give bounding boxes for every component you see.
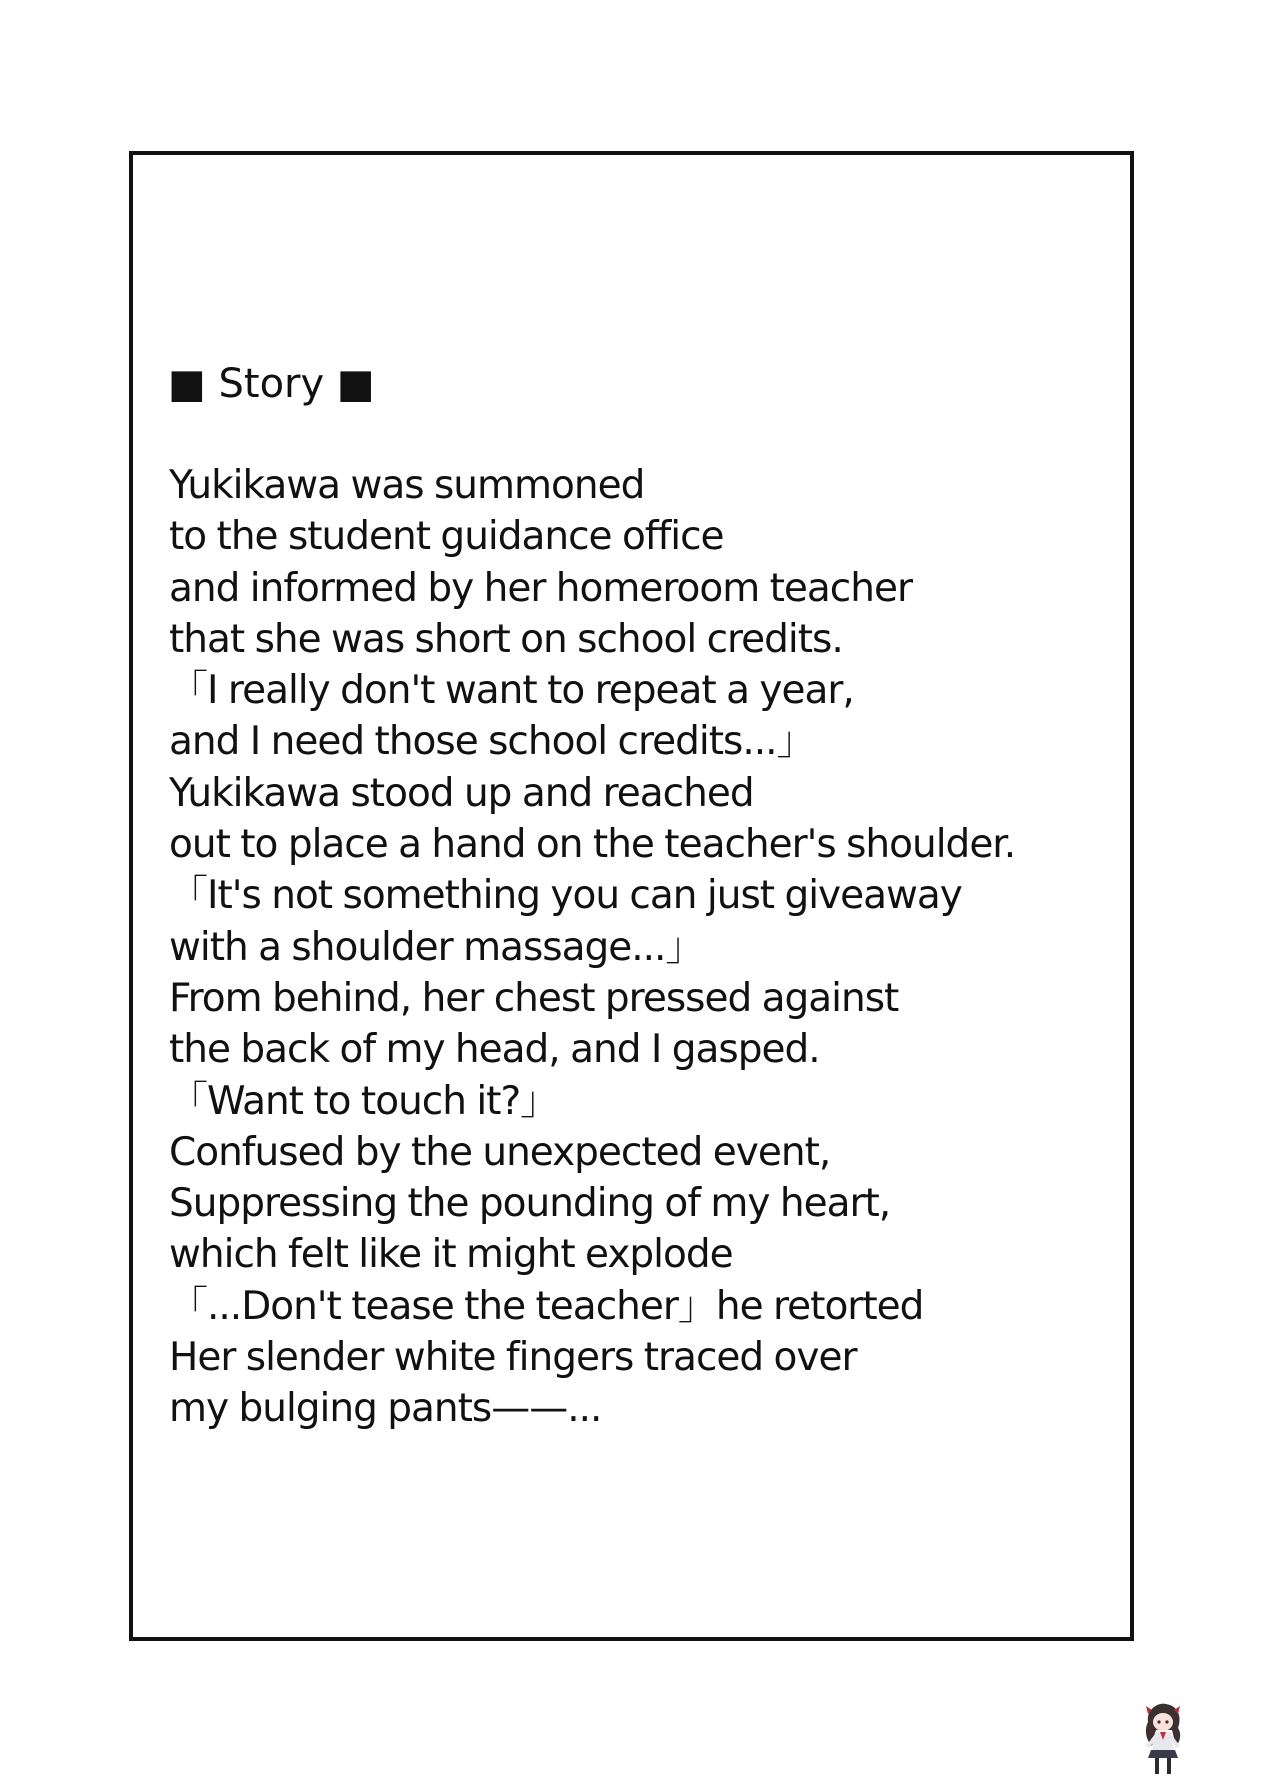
story-line: From behind, her chest pressed against [169, 975, 899, 1021]
story-line: Suppressing the pounding of my heart, [169, 1181, 891, 1227]
story-line: with a shoulder massage...」 [169, 924, 704, 970]
story-line: 「...Don't tease the teacher」he retorted [169, 1283, 924, 1329]
story-line: and informed by her homeroom teacher [169, 565, 912, 611]
story-line: and I need those school credits...」 [169, 719, 815, 765]
story-line: which felt like it might explode [169, 1232, 733, 1278]
story-heading: ■ Story ■ [168, 361, 375, 407]
story-line: 「I really don't want to repeat a year, [169, 668, 854, 714]
story-line: to the student guidance office [169, 514, 724, 560]
story-line: 「Want to touch it?」 [169, 1078, 559, 1124]
story-line: that she was short on school credits. [169, 616, 843, 662]
story-line: the back of my head, and I gasped. [169, 1027, 820, 1073]
story-line: Yukikawa stood up and reached [169, 770, 754, 816]
story-text [169, 460, 1109, 1435]
chibi-character-icon [1138, 1700, 1188, 1780]
story-line: Her slender white fingers traced over [169, 1335, 857, 1381]
story-line: out to place a hand on the teacher's shoulder. [169, 822, 1016, 868]
story-line: Yukikawa was summoned [169, 463, 645, 508]
story-line: my bulging pants——... [169, 1386, 602, 1432]
story-line: Confused by the unexpected event, [169, 1129, 831, 1175]
story-line: 「It's not something you can just giveaway [169, 873, 962, 919]
